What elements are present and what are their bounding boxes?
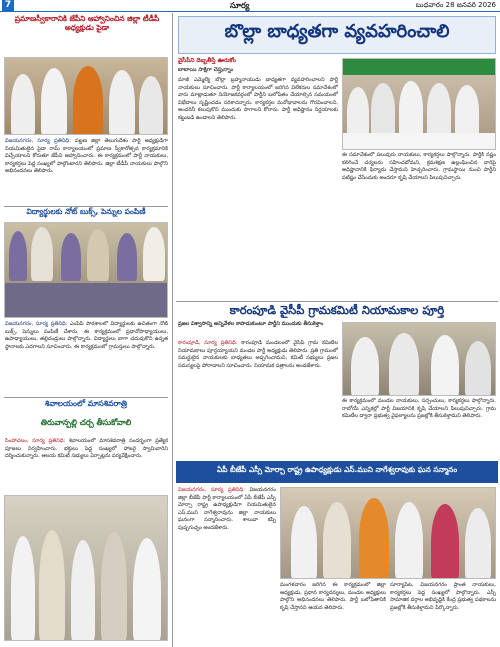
left-story3-body: సింహాచలం, సూర్య ప్రతినిధి: శివాలయంలో మాసశివరాత్రి సందర్భంగా ప్రత్యేక పూజలు నిర్వహించారు. భక్తులు పెద్ద సంఖ్యలో హాజరై స్వామివారిని దర్శించుకున్నారు. ఆలయ కమిటీ సభ్యులు ఏర్పాట్లను పర్యవేక్షించారు. — [5, 438, 168, 460]
left-story1-body: విజయనగరం, సూర్య ప్రతినిధి: పట్టణ జిల్లా తెలుగుదేశం పార్టీ అధ్యక్షుడిగా నియమితులైన పైడా రామ్ కార్యాలయంలో ప్రమాణ స్వీకారోత్సవ కార్యక్రమానికి విచ్చేయాలని కోరుతూ జేపీని ఆహ్వానించారు. ఈ కార్యక్రమంలో పార్టీ నాయకులు, కార్యకర్తలు పెద్ద సంఖ్యలో పాల్గొంటారని తెలిపారు. జిల్లా టీడీపీ నాయకులు పాల్గొని అభినందనలు తెలిపారు. — [5, 138, 168, 175]
paper-name: సూర్య — [230, 1, 250, 10]
right-story2-body-right: ఈ కార్యక్రమంలో మండల నాయకులు, సర్పంచులు, కార్యకర్తలు పాల్గొన్నారు. రాబోయే ఎన్నికల్లో పార్టీ విజయానికి కృషి చేయాలని పిలుపునిచ్చారు. గ్రామ కమిటీల ద్వారా ప్రభుత్వ వైఫల్యాలను ప్రజల్లోకి తీసుకెళ్తామని తెలిపారు. — [342, 398, 496, 420]
right-story3-body-right: సూర్యాపేట, విజయనగరం ప్రాంత నాయకులు, కార్యకర్తలు పెద్ద సంఖ్యలో పాల్గొన్నారు. ఎస్సీ సామాజిక వర్గాల అభివృద్ధికి కేంద్ర ప్రభుత్వ పథకాలను ప్రజల్లోకి తీసుకెళ్తామని పేర్కొన్నారు. — [390, 582, 496, 611]
divider — [4, 397, 168, 398]
page-number: 7 — [2, 0, 14, 11]
dateline: బుధవారం 28 జనవరి 2026 — [415, 1, 496, 9]
left-story1-headline: ప్రమాణస్వీకారానికి జేపీని ఆహ్వానించిన జిల్లా టీడీపీ అధ్యక్షుడు పైడా — [14, 14, 160, 32]
left-story1-photo — [4, 57, 168, 135]
column-divider — [172, 13, 173, 647]
left-story3-photo — [4, 495, 168, 641]
lead-headline: బొల్లా బాధ్యతగా వ్యవహరించాలి — [224, 21, 450, 42]
left-story2-body: విజయనగరం, సూర్య ప్రతినిధి: ఎంపీపీ పాఠశాలలో విద్యార్థులకు ఉచితంగా నోట్ బుక్స్, పెన్నులు పంపిణీ చేశారు. ఈ కార్యక్రమంలో ప్రధానోపాధ్యాయులు, ఉపాధ్యాయులు, తల్లిదండ్రులు పాల్గొన్నారు. విద్యార్థులు బాగా చదువుకొని ఉన్నత స్థానాలకు ఎదగాలని సూచించారు. ఈ కార్యక్రమంలో గ్రామస్తులు పాల్గొన్నారు. — [5, 321, 168, 350]
right-story3-headline: ఏపీ బీజేపీ ఎస్సీ మోర్చా రాష్ట్ర ఉపాధ్యక్షుడు ఎస్.ముని నాగేశ్వరావుకు ఘన సన్మానం — [216, 465, 458, 474]
right-story2-headline: కారంపూడి వైసీపీ గ్రామకమిటీ నియామకాల పూర్తి — [229, 303, 445, 317]
right-story3-body-mid: మంగళవారం జరిగిన ఈ కార్యక్రమంలో జిల్లా అధ్యక్షుడు, ప్రధాన కార్యదర్శులు, మండల అధ్యక్షులు పాల్గొని అభినందనలు తెలిపారు. పార్టీ బలోపేతానికి కృషి చేస్తానని ఆయన తెలిపారు. — [280, 582, 386, 611]
left-story3-headline: శివాలయంలో మాసశివరాత్రి — [45, 399, 127, 408]
right-story3-body-left: విజయనగరం, సూర్య ప్రతినిధి: విజయనగరం జిల్లా బీజేపీ పార్టీ కార్యాలయంలో ఏపీ బీజేపీ ఎస్సీ మోర్చా రాష్ట్ర ఉపాధ్యక్షుడిగా నియమితులైన ఎస్.ముని నాగేశ్వరావును జిల్లా నాయకులు ఘనంగా సన్మానించారు. శాలువా కప్పి పుష్పగుచ్ఛం అందజేశారు. — [178, 487, 276, 531]
right-story2-photo — [342, 322, 496, 396]
left-story2-headline: విద్యార్థులకు నోట్ బుక్స్, పెన్నుల పంపిణీ — [26, 207, 146, 216]
right-story3-photo — [280, 487, 496, 579]
lead-body-right: ఈ సమావేశంలో పలువురు నాయకులు, కార్యకర్తలు పాల్గొన్నారు. పార్టీకి నష్టం కలిగించే చర్యలను సహించబోమని, క్రమశిక్షణ ఉల్లంఘించిన వారిపై అధిష్టానానికి ఫిర్యాదు చేస్తామని హెచ్చరించారు. గ్రామస్థాయి నుంచి పార్టీని పటిష్టం చేసేందుకు అందరూ కృషి చేయాలని పిలుపునిచ్చారు. — [342, 152, 496, 181]
lead-photo — [342, 58, 496, 150]
lead-body-left: మాజీ ఎమ్మెల్యే బొల్లా బ్రహ్మనాయుడు బాధ్యతగా వ్యవహరించాలని పార్టీ నాయకులు సూచించారు. పార్టీ కార్యాలయంలో జరిగిన విలేకరుల సమావేశంలో వారు మాట్లాడుతూ నియోజకవర్గంలో పార్టీని బలోపేతం చేయాల్సిన సమయంలో విభేదాలు సృష్టించడం సరికాదన్నారు. కార్యకర్తల మనోభావాలను గౌరవించాలని, అందరినీ కలుపుకొని ముందుకు సాగాలని కోరారు. పార్టీ అధిష్టానం నిర్ణయాలకు కట్టుబడి ఉండాలని తెలిపారు. — [178, 77, 338, 121]
right-story2-intro: ప్రజల విశ్వాసాన్ని అన్నివేళల కాపాడుకుంటూ పార్టీని ముందుకు తీసుకెళ్తాం — [178, 321, 324, 327]
left-story2-photo — [4, 222, 168, 318]
lead-subhead-2: బాబాయి సాక్షిగా చెప్తున్నాం — [178, 67, 234, 73]
right-story2-body-left: కారంపూడి, సూర్య ప్రతినిధి: కారంపూడి మండలంలో వైసీపీ గ్రామ కమిటీల నియామకాలు పూర్తయ్యాయని మండల పార్టీ అధ్యక్షుడు తెలిపారు. ప్రతి గ్రామంలో సమర్థులైన నాయకులకు బాధ్యతలు అప్పగించామని, కమిటీ సభ్యులు ప్రజల సమస్యలపై పోరాడాలని సూచించారు. నియామక పత్రాలను అందజేశారు. — [178, 340, 338, 369]
divider — [176, 301, 498, 302]
lead-subhead: వైసీపీని దెబ్బతీస్తే ఊరుకోం — [178, 58, 236, 64]
left-story3-subheadline: తిరువాన్పల్లి చర్చ తీసుకోవాలి — [40, 418, 132, 427]
